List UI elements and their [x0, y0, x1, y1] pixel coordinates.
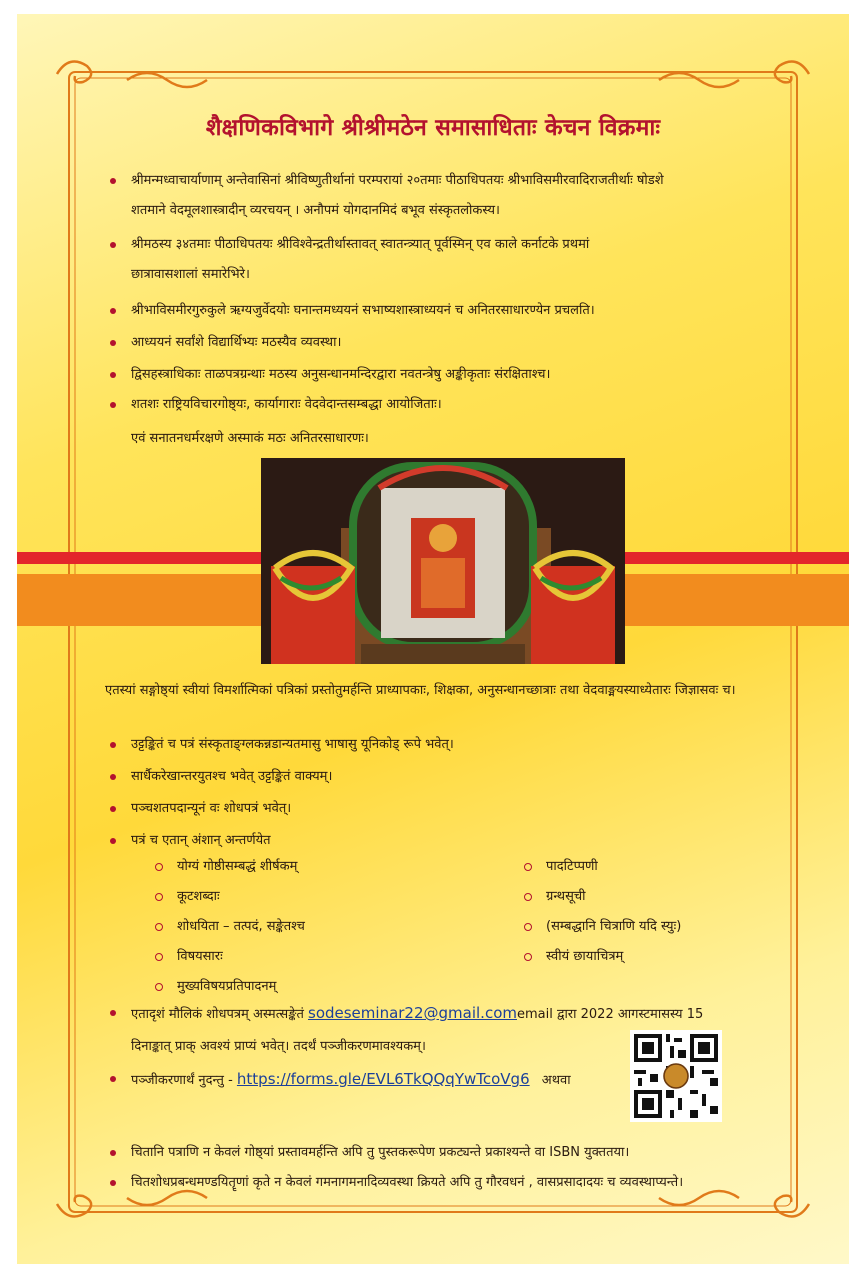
page-title: शैक्षणिकविभागे श्रीश्रीमठेन समासाधिताः केचन विक्रमाः	[205, 115, 661, 141]
registration-link[interactable]: https://forms.gle/EVL6TkQQqYwTcoVg6	[236, 1070, 530, 1088]
sub-item: पादटिप्पणी	[522, 852, 802, 882]
list-item: चितशोधप्रबन्धमण्डयितॄणां कृते न केवलं गमनागमनादिव्यवस्था क्रियते अपि तु गौरवधनं , वासप्रसादादयः च व्यवस्थाप्यन्ते।	[105, 1168, 825, 1198]
sub-item: योग्यं गोष्ठीसम्बद्धं शीर्षकम्	[153, 852, 493, 882]
guidelines-list	[105, 730, 795, 856]
sections-right	[522, 852, 802, 972]
sub-item: स्वीयं छायाचित्रम्	[522, 942, 802, 972]
qr-code[interactable]	[630, 1030, 722, 1122]
list-item-continuation: शतमाने वेदमूलशास्त्रादीन् व्यरचयन् । अनौपमं योगदानमिदं बभूव संस्कृतलोकस्य।	[131, 203, 500, 218]
list-item: शतशः राष्ट्रियविचारगोष्ठ्यः, कार्यागाराः वेदवेदान्तसम्बद्धा आयोजिताः।	[105, 390, 795, 420]
list-item-continuation: छात्रावासशालां समारेभिरे।	[131, 267, 250, 282]
sub-item: मुख्यविषयप्रतिपादनम्	[153, 972, 493, 1002]
list-item-continuation: एवं सनातनधर्मरक्षणे अस्माकं मठः अनितरसाधारणः।	[131, 431, 369, 446]
sub-item: शोधयिता – तत्पदं, सङ्केतश्च	[153, 912, 493, 942]
list-item: सार्धैकरेखान्तरयुतश्च भवेत् उट्टङ्कितं वाक्यम्।	[105, 762, 795, 792]
sections-left	[153, 852, 493, 1002]
submission-continuation: दिनाङ्कात् प्राक् अवश्यं प्राप्यं भवेत्। तदर्थं पञ्जीकरणमावश्यकम्।	[131, 1039, 426, 1054]
sub-item: कूटशब्दाः	[153, 882, 493, 912]
email-link[interactable]: sodeseminar22@gmail.com	[308, 1004, 517, 1022]
submission-item	[105, 998, 795, 1030]
achievements-list	[105, 166, 795, 454]
registration-label: पञ्जीकरणार्थं नुदन्तु -	[131, 1073, 233, 1088]
list-item: श्रीभाविसमीरगुरुकुले ऋग्यजुर्वेदयोः घनान्तमध्ययनं सभाष्यशास्त्राध्ययनं च अनितरसाधारण्येन प्रचलति।	[105, 296, 795, 326]
poster	[17, 14, 849, 1264]
list-item: चितानि पत्राणि न केवलं गोष्ठ्यां प्रस्तावमर्हन्ति अपि तु पुस्तकरूपेण प्रकट्यन्ते प्रकाश्यन्ते वा ISBN युक्ततया।	[105, 1138, 825, 1168]
list-item: द्विसहस्त्राधिकाः ताळपत्रग्रन्थाः मठस्य अनुसन्धानमन्दिरद्वारा नवतन्त्रेषु अङ्कीकृताः संरक्षिताश्च।	[105, 360, 795, 390]
sub-item: विषयसारः	[153, 942, 493, 972]
list-item: श्रीमठस्य ३४तमाः पीठाधिपतयः श्रीविश्वेन्द्रतीर्थास्तावत् स्वातन्त्र्यात् पूर्वस्मिन् एव काले कर्नाटके प्रथमां	[105, 230, 795, 260]
sub-item: ग्रन्थसूची	[522, 882, 802, 912]
list-item: आध्ययनं सर्वांशे विद्यार्थिभ्यः मठस्यैव व्यवस्था।	[105, 328, 795, 358]
registration-or: अथवा	[541, 1073, 571, 1088]
list-item: पत्रं च एतान् अंशान् अन्तर्णयेत	[105, 826, 795, 856]
submission-prefix: एतादृशं मौलिकं शोधपत्रम् अस्मत्सङ्केतं	[131, 1007, 304, 1022]
submission-suffix: email द्वारा 2022 आगस्टमासस्य 15	[516, 1007, 704, 1022]
list-item: उट्टङ्कितं च पत्रं संस्कृताङ्ग्लकन्नडान्यतमासु भाषासु यूनिकोड् रूपे भवेत्।	[105, 730, 795, 760]
notes-list	[105, 1138, 825, 1198]
list-item: श्रीमन्मध्वाचार्याणाम् अन्तेवासिनां श्रीविष्णुतीर्थानां परम्परायां २०तमाः पीठाधिपतयः श्रीभाविसमीरवादिराजतीर्थाः षोडशे	[105, 166, 795, 196]
list-item: पञ्चशतपदान्यूनं वः शोधपत्रं भवेत्।	[105, 794, 795, 824]
intro-text: एतस्यां सङ्गोष्ठ्यां स्वीयां विमर्शात्मिकां पत्रिकां प्रस्तोतुमर्हन्ति प्राध्यापकाः, शिक्षका, अनुसन्धानच्छात्राः तथा वेदवाङ्मयस्याध्येतारः जिज्ञासवः च।	[105, 683, 736, 698]
sub-item: (सम्बद्धानि चित्राणि यदि स्युः)	[522, 912, 802, 942]
temple-photo	[261, 458, 625, 664]
